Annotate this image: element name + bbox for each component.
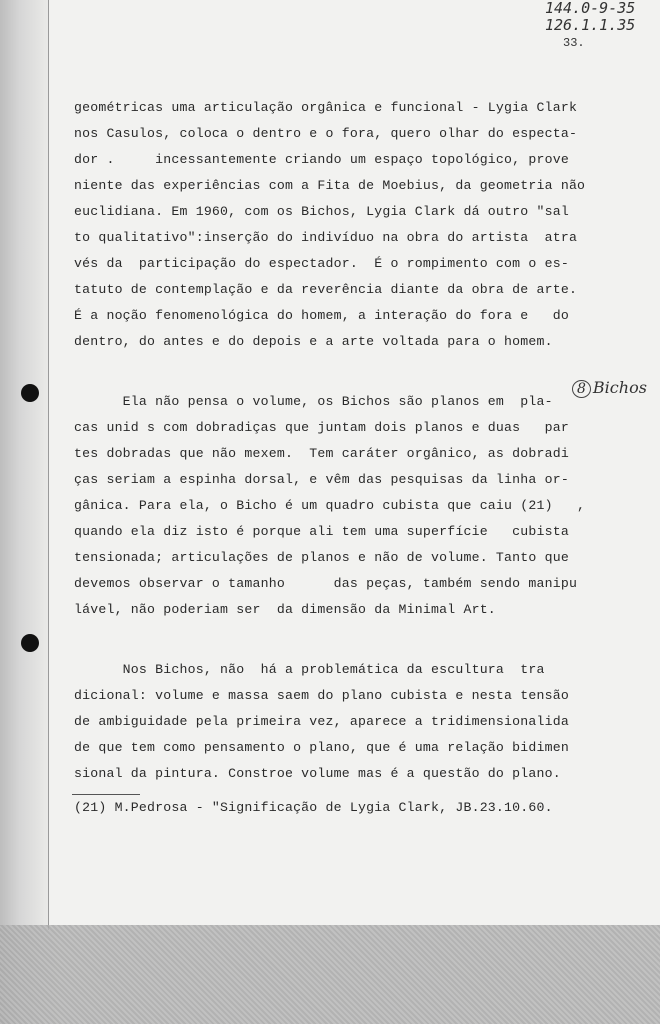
text-line: vés da participação do espectador. É o rompimento com o es-	[74, 256, 569, 271]
page-number: 33.	[563, 36, 585, 50]
text-line: geométricas uma articulação orgânica e funcional - Lygia Clark	[74, 100, 578, 115]
text-line: to qualitativo":inserção do indivíduo na obra do artista atra	[74, 230, 578, 245]
text-line: É a noção fenomenológica do homem, a interação do fora e do	[74, 308, 569, 323]
archive-stamp	[545, 0, 635, 34]
text-line: Ela não pensa o volume, os Bichos são planos em pla-	[74, 394, 553, 409]
text-line: euclidiana. Em 1960, com os Bichos, Lygia Clark dá outro "sal	[74, 204, 569, 219]
text-line: de que tem como pensamento o plano, que é uma relação bidimen	[74, 740, 569, 755]
text-line: de ambiguidade pela primeira vez, aparece a tridimensionalida	[74, 714, 569, 729]
text-line: quando ela diz isto é porque ali tem uma superfície cubista	[74, 524, 569, 539]
text-line: lável, não poderiam ser da dimensão da Minimal Art.	[74, 602, 496, 617]
stamp-line-2: 126.1.1.35	[545, 16, 636, 34]
stamp-line-1: 144.0-9-35	[545, 0, 636, 17]
text-line: tensionada; articulações de planos e não de volume. Tanto que	[74, 550, 569, 565]
punch-hole	[21, 634, 39, 652]
text-line: tatuto de contemplação e da reverência diante da obra de arte.	[74, 282, 578, 297]
annotation-number: 8	[572, 380, 591, 398]
text-line: ças seriam a espinha dorsal, e vêm das pesquisas da linha or-	[74, 472, 569, 487]
text-line: dicional: volume e massa saem do plano cubista e nesta tensão	[74, 688, 569, 703]
copier-shadow	[0, 925, 660, 1024]
text-line: dentro, do antes e do depois e a arte voltada para o homem.	[74, 334, 553, 349]
text-line: gânica. Para ela, o Bicho é um quadro cubista que caiu (21) ,	[74, 498, 586, 513]
footnote-divider	[72, 794, 140, 795]
text-line: devemos observar o tamanho das peças, também sendo manipu	[74, 576, 578, 591]
text-line: sional da pintura. Constroe volume mas é a questão do plano.	[74, 766, 561, 781]
text-line: Nos Bichos, não há a problemática da escultura tra	[74, 662, 545, 677]
punch-hole	[21, 384, 39, 402]
text-line: dor . incessantemente criando um espaço topológico, prove	[74, 152, 569, 167]
text-line: nos Casulos, coloca o dentro e o fora, quero olhar do especta-	[74, 126, 578, 141]
text-line: tes dobradas que não mexem. Tem caráter orgânico, as dobradi	[74, 446, 569, 461]
text-line: niente das experiências com a Fita de Moebius, da geometria não	[74, 178, 586, 193]
margin-annotation	[572, 378, 647, 398]
footnote: (21) M.Pedrosa - "Significação de Lygia Clark, JB.23.10.60.	[74, 800, 553, 815]
text-line: cas unid s com dobradiças que juntam dois planos e duas par	[74, 420, 569, 435]
annotation-text: Bichos	[592, 378, 647, 397]
